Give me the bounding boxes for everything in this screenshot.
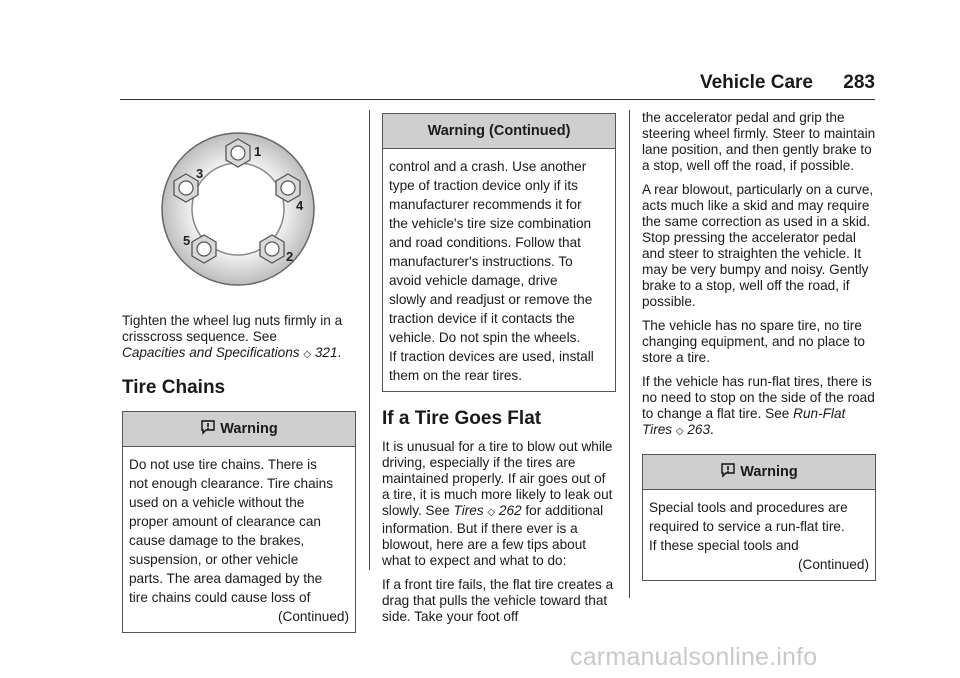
warning-line: parts. The area damaged by the [129, 571, 323, 586]
section-title: Vehicle Care [699, 72, 813, 93]
tires-link[interactable]: Tires [453, 503, 484, 518]
front-tire-paragraph: If a front tire fails, the flat tire creates a drag that pulls the vehicle toward that side. Take your foot off [382, 577, 614, 624]
continued-note: (Continued) [797, 557, 869, 572]
steer-paragraph: the accelerator pedal and grip the steering wheel firmly. Steer to maintain lane position, and then gently brake to a stop, well off the road, if possible. [642, 110, 876, 173]
warning-line: slowly and readjust or remove the [389, 292, 593, 307]
warning-line: control and a crash. Use another [389, 159, 587, 174]
warning-line: required to service a run-flat tire. [649, 519, 845, 534]
page-ref-icon: ◇ [675, 426, 684, 437]
continued-note: (Continued) [277, 609, 349, 624]
lug-nut-sequence-diagram [122, 110, 356, 300]
warning-line: manufacturer recommends it for [389, 197, 582, 212]
warning-line: not enough clearance. Tire chains [129, 476, 334, 491]
warning-title: Warning [740, 464, 798, 480]
warning-continued-header: Warning (Continued) [383, 114, 615, 149]
tires-page-ref[interactable]: 262 [498, 503, 522, 518]
lug-label-3: 3 [196, 166, 204, 181]
warning-line: them on the rear tires. [389, 368, 522, 383]
lug-label-4: 4 [296, 198, 304, 213]
header-rule [120, 99, 875, 100]
tire-chains-warning-box [122, 411, 356, 633]
lug-label-1: 1 [254, 144, 262, 159]
run-flat-warning-box [642, 454, 876, 581]
warning-line: manufacturer's instructions. To [389, 254, 573, 269]
left-column [122, 110, 356, 633]
tire-chains-heading: Tire Chains [122, 377, 226, 398]
warning-line: traction device if it contacts the [389, 311, 575, 326]
warning-line: proper amount of clearance can [129, 514, 321, 529]
warning-line: and road conditions. Follow that [389, 235, 581, 250]
lug-label-2: 2 [286, 249, 294, 264]
warning-header [123, 412, 355, 447]
warning-header [643, 455, 875, 490]
warning-line: If these special tools and [649, 538, 799, 553]
warning-line: Do not use tire chains. There is [129, 457, 317, 472]
warning-body [643, 490, 875, 580]
warning-line: the vehicle's tire size combination [389, 216, 592, 231]
lug-nut-5 [192, 235, 216, 263]
lug-nut-instructions: Tighten the wheel lug nuts firmly in a crisscross sequence. See Capacities and Specifications ◇ 321. [122, 313, 343, 360]
warning-icon [200, 419, 216, 435]
warning-line: avoid vehicle damage, drive [389, 273, 558, 288]
lug-nut-2 [260, 235, 284, 263]
tire-chains-warning-continued-box [382, 113, 616, 392]
warning-line: vehicle. Do not spin the wheels. [389, 330, 581, 345]
warning-line: suspension, or other vehicle [129, 552, 299, 567]
rear-blowout-paragraph: A rear blowout, particularly on a curve, acts much like a skid and may require the same correction as used in a skid. Stop pressing the accelerator pedal and steer to straighten the vehicle. It may be very bumpy and noisy. Gently brake to a stop, well off the road, if possible. [642, 182, 874, 309]
page-ref-icon: ◇ [303, 349, 312, 360]
run-flat-page-ref[interactable]: 263 [687, 422, 711, 437]
run-flat-paragraph: If the vehicle has run-flat tires, there is no need to stop on the side of the road to change a flat tire. See Run-Flat Tires ◇ 263. [642, 374, 875, 437]
warning-line: Special tools and procedures are [649, 500, 848, 515]
page-ref-icon: ◇ [487, 507, 496, 518]
run-flat-link[interactable]: Run-Flat Tires [642, 406, 846, 437]
warning-icon [720, 462, 736, 478]
warning-line: If traction devices are used, install [389, 349, 594, 364]
warning-body [123, 447, 355, 632]
page-header [120, 68, 875, 100]
warning-line: cause damage to the brakes, [129, 533, 305, 548]
lug-nut-1 [226, 139, 250, 167]
flat-tire-heading: If a Tire Goes Flat [382, 408, 542, 429]
capacities-page-ref[interactable]: 321 [314, 345, 338, 360]
warning-title: Warning [220, 421, 278, 437]
right-column [642, 110, 876, 581]
warning-line: tire chains could cause loss of [129, 590, 311, 605]
watermark: carmanualsonline.info [570, 643, 818, 671]
lug-nut-3 [174, 174, 198, 202]
warning-line: type of traction device only if its [389, 178, 578, 193]
column-divider-1 [369, 110, 370, 570]
column-divider-2 [629, 110, 630, 598]
page-number: 283 [843, 72, 875, 93]
no-spare-paragraph: The vehicle has no spare tire, no tire changing equipment, and no place to store a tire. [642, 318, 865, 365]
warning-continued-body [383, 149, 615, 391]
lug-label-5: 5 [183, 233, 191, 248]
capacities-link[interactable]: Capacities and Specifications [122, 345, 300, 360]
warning-line: used on a vehicle without the [129, 495, 305, 510]
middle-column [382, 113, 616, 625]
flat-tire-intro: It is unusual for a tire to blow out while driving, especially if the tires are maintained properly. If air goes out of a tire, it is much more likely to leak out slowly. See Tires ◇ 262 for additional information. But if there ever is a blowout, here are a few tips about what to expect and what to do: [382, 439, 613, 568]
